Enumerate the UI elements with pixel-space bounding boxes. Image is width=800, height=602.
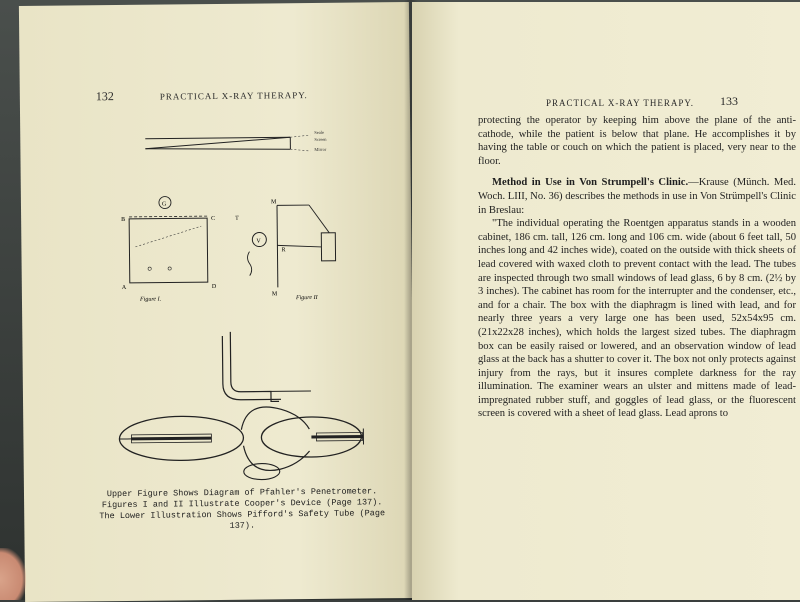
penetrometer-diagram — [140, 125, 350, 167]
fig1-corner-c: C — [211, 216, 215, 222]
scale-label-seale: Seale — [314, 130, 324, 135]
left-page-number: 132 — [96, 89, 114, 104]
thumb-edge — [0, 548, 26, 600]
fig1-label: Figure I. — [139, 297, 161, 303]
figure-one — [121, 196, 217, 303]
scale-label-mirror: Mirror — [314, 147, 327, 152]
paragraph-1: protecting the operator by keeping him above the plane of the anti-cathode, while the patient is below that plane. He accomplishes it by having the table or couch on which the patient is placed, very near to the floor. — [478, 114, 796, 168]
fig1-meter-label: G — [162, 202, 167, 208]
figure-two — [235, 199, 336, 302]
fig2-mark-t: T — [235, 216, 239, 222]
paragraph-2 — [478, 176, 796, 217]
right-running-head: PRACTICAL X-RAY THERAPY. — [546, 98, 694, 108]
fig2-mark-v: V — [256, 239, 261, 245]
fig2-mark-r: R — [281, 247, 285, 253]
scale-label-screen: Screen — [314, 137, 327, 142]
safety-tube-illustration — [110, 324, 382, 487]
paragraph-2-text: —Krause (Münch. Med. Woch. LIII, No. 36) describes the methods in use in Von Strümpell's Clinic in Breslau: — [478, 177, 796, 215]
paragraph-3: "The individual operating the Roentgen apparatus stands in a wooden cabinet, 186 cm. tall, 126 cm. long and 106 cm. wide (about 6 feet tall, 50 inches long and 42 inches wide), coated on the outside with thick sheets of lead covered with waxed cloth to prevent contact with the lead. The tubes are inspected through two small windows of lead glass, 6 by 8 cm. (2½ by 3 inches). The cabinet has room for the interrupter and the condenser, etc., and for a chair. The box with the diaphragm is lined with lead, and for nearly three years a very large one has been used, 52x54x95 cm. (21x22x28 inches), which holds the largest sized tubes. The diaphragm box can be easily raised or lowered, and an observation window of lead glass at the back has a shutter to cover it. The box not only protects against injury from the rays, but it insures complete darkness for the ray illumination. The examiner wears an ulster and mittens made of lead-impregnated rubber stuff, and goggles of lead glass, or the fluorescent screen is covered with a sheet of lead glass. Lead aprons to — [478, 217, 796, 421]
fig2-label: Figure II — [295, 295, 319, 301]
left-running-head: PRACTICAL X-RAY THERAPY. — [160, 90, 308, 102]
fig1-corner-a: A — [122, 285, 127, 291]
fig1-corner-d: D — [212, 284, 217, 290]
right-page-body — [478, 114, 796, 421]
right-page — [412, 2, 800, 600]
fig2-mark-m-top: M — [271, 199, 277, 205]
cooper-device-figures — [109, 188, 370, 311]
figure-caption: Upper Figure Shows Diagram of Pfahler's Penetrometer. Figures I and II Illustrate Cooper's Device (Page 137). The Lower Illustration Shows Pifford's Safety Tube (Page 137). — [92, 486, 392, 533]
fig2-mark-m-bottom: M — [272, 291, 278, 297]
right-page-number: 133 — [720, 94, 738, 109]
section-heading: Method in Use in Von Strumpell's Clinic. — [492, 177, 688, 188]
fig1-corner-b: B — [121, 217, 125, 223]
left-page — [19, 2, 415, 602]
